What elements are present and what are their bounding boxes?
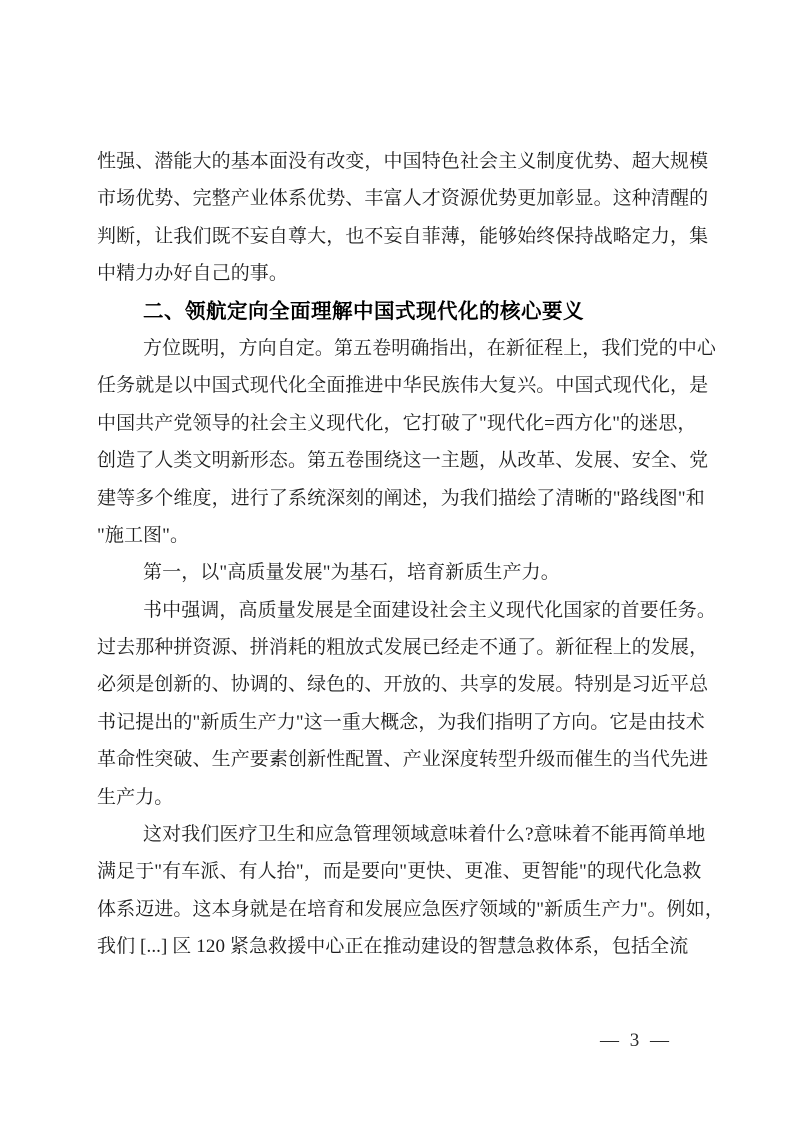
text-line: 判断，让我们既不妄自尊大，也不妄自菲薄，能够始终保持战略定力，集 <box>97 225 709 247</box>
text-line: 体系迈进。这本身就是在培育和发展应急医疗领域的"新质生产力"。例如， <box>97 898 724 920</box>
text-line: 这对我们医疗卫生和应急管理领域意味着什么?意味着不能再简单地 <box>143 824 706 846</box>
text-line: 生产力。 <box>97 786 174 808</box>
text-line: 市场优势、完整产业体系优势、丰富人才资源优势更加彰显。这种清醒的 <box>97 188 709 210</box>
text-line: 创造了人类文明新形态。第五卷围绕这一主题，从改革、发展、安全、党 <box>97 450 709 472</box>
text-line: 满足于"有车派、有人抬"，而是要向"更快、更准、更智能"的现代化急救 <box>97 861 702 883</box>
section-heading: 二、领航定向全面理解中国式现代化的核心要义 <box>143 299 584 323</box>
text-line: 性强、潜能大的基本面没有改变，中国特色社会主义制度优势、超大规模 <box>97 151 709 172</box>
text-line: 中国共产党领导的社会主义现代化，它打破了"现代化=西方化"的迷思， <box>97 412 697 434</box>
text-line: 革命性突破、生产要素创新性配置、产业深度转型升级而催生的当代先进 <box>97 749 709 771</box>
text-line: 方位既明，方向自定。第五卷明确指出，在新征程上，我们党的中心 <box>143 337 717 359</box>
text-line: 第一，以"高质量发展"为基石，培育新质生产力。 <box>143 562 560 584</box>
text-line: 任务就是以中国式现代化全面推进中华民族伟大复兴。中国式现代化，是 <box>97 375 709 397</box>
document-body <box>97 143 724 966</box>
text-line: 我们 [...] 区 120 紧急救援中心正在推动建设的智慧急救体系，包括全流 <box>97 936 689 958</box>
text-line: 必须是创新的、协调的、绿色的、开放的、共享的发展。特别是习近平总 <box>97 674 709 696</box>
text-line: 书中强调，高质量发展是全面建设社会主义现代化国家的首要任务。 <box>143 599 717 621</box>
text-line: 书记提出的"新质生产力"这一重大概念，为我们指明了方向。它是由技术 <box>97 711 705 733</box>
text-line: 建等多个维度，进行了系统深刻的阐述，为我们描绘了清晰的"路线图"和 <box>97 487 705 509</box>
text-line: 过去那种拼资源、拼消耗的粗放式发展已经走不通了。新征程上的发展， <box>97 637 709 659</box>
text-line: 中精力办好自己的事。 <box>97 263 289 285</box>
text-line: "施工图"。 <box>97 524 190 546</box>
page-number: — 3 — <box>600 1030 672 1051</box>
